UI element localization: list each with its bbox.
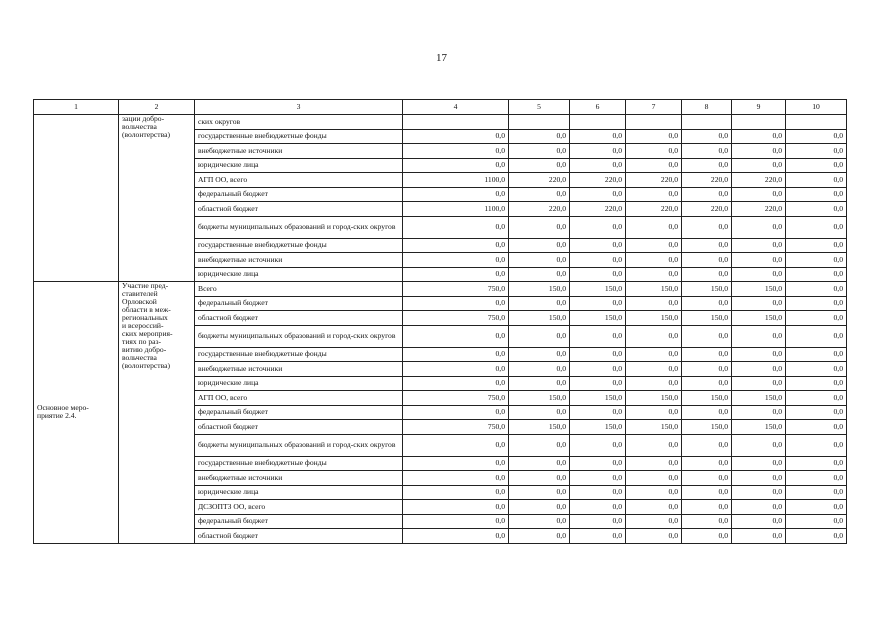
value-cell: 0,0 <box>732 158 786 173</box>
value-cell: 0,0 <box>570 216 626 238</box>
value-cell: 150,0 <box>570 420 626 435</box>
header-cell: 1 <box>34 100 119 115</box>
source-label: Всего <box>195 282 403 297</box>
value-cell: 150,0 <box>509 420 570 435</box>
value-cell: 0,0 <box>786 296 847 311</box>
value-cell: 150,0 <box>626 420 682 435</box>
value-cell: 150,0 <box>509 282 570 297</box>
header-cell: 10 <box>786 100 847 115</box>
value-cell: 150,0 <box>570 391 626 406</box>
value-cell: 0,0 <box>509 471 570 486</box>
value-cell: 0,0 <box>626 296 682 311</box>
value-cell: 0,0 <box>732 267 786 282</box>
value-cell: 0,0 <box>509 485 570 500</box>
value-cell: 150,0 <box>682 391 732 406</box>
value-cell: 0,0 <box>626 347 682 362</box>
value-cell: 0,0 <box>786 376 847 391</box>
value-cell: 0,0 <box>403 347 509 362</box>
value-cell: 150,0 <box>509 311 570 326</box>
value-cell: 1100,0 <box>403 173 509 188</box>
value-cell: 0,0 <box>626 253 682 268</box>
header-cell: 6 <box>570 100 626 115</box>
value-cell: 0,0 <box>403 500 509 515</box>
value-cell: 0,0 <box>509 456 570 471</box>
header-cell: 4 <box>403 100 509 115</box>
header-cell: 9 <box>732 100 786 115</box>
value-cell: 0,0 <box>786 514 847 529</box>
value-cell: 0,0 <box>732 376 786 391</box>
value-cell: 0,0 <box>509 187 570 202</box>
value-cell: 0,0 <box>786 173 847 188</box>
value-cell: 150,0 <box>732 391 786 406</box>
value-cell: 0,0 <box>626 158 682 173</box>
value-cell: 0,0 <box>732 325 786 347</box>
header-row <box>34 100 847 115</box>
value-cell: 0,0 <box>509 529 570 544</box>
source-label: юридические лица <box>195 376 403 391</box>
value-cell: 0,0 <box>732 405 786 420</box>
value-cell: 150,0 <box>682 282 732 297</box>
value-cell: 220,0 <box>732 173 786 188</box>
source-label: областной бюджет <box>195 529 403 544</box>
source-label: юридические лица <box>195 485 403 500</box>
value-cell: 750,0 <box>403 420 509 435</box>
value-cell: 750,0 <box>403 282 509 297</box>
value-cell: 220,0 <box>682 202 732 217</box>
value-cell: 0,0 <box>682 529 732 544</box>
source-label: областной бюджет <box>195 420 403 435</box>
value-cell: 0,0 <box>786 434 847 456</box>
source-label: областной бюджет <box>195 311 403 326</box>
value-cell: 0,0 <box>682 187 732 202</box>
value-cell: 0,0 <box>509 216 570 238</box>
value-cell: 0,0 <box>786 405 847 420</box>
source-label: государственные внебюджетные фонды <box>195 456 403 471</box>
value-cell: 0,0 <box>786 311 847 326</box>
value-cell: 0,0 <box>786 238 847 253</box>
value-cell: 0,0 <box>570 485 626 500</box>
value-cell: 0,0 <box>570 158 626 173</box>
value-cell: 0,0 <box>732 456 786 471</box>
value-cell: 0,0 <box>570 267 626 282</box>
value-cell: 0,0 <box>403 216 509 238</box>
value-cell <box>682 115 732 130</box>
value-cell: 0,0 <box>682 129 732 144</box>
value-cell: 0,0 <box>626 529 682 544</box>
source-label: АГП ОО, всего <box>195 391 403 406</box>
value-cell: 0,0 <box>626 514 682 529</box>
value-cell: 220,0 <box>682 173 732 188</box>
source-label: бюджеты муниципальных образований и город-ских округов <box>195 325 403 347</box>
value-cell: 0,0 <box>786 529 847 544</box>
value-cell <box>509 115 570 130</box>
value-cell: 0,0 <box>732 347 786 362</box>
table-row <box>34 115 847 130</box>
value-cell: 0,0 <box>403 253 509 268</box>
value-cell: 150,0 <box>732 420 786 435</box>
value-cell: 0,0 <box>732 529 786 544</box>
value-cell: 0,0 <box>786 471 847 486</box>
value-cell: 0,0 <box>626 267 682 282</box>
value-cell <box>570 115 626 130</box>
value-cell: 0,0 <box>570 238 626 253</box>
source-label: внебюджетные источники <box>195 253 403 268</box>
value-cell: 0,0 <box>403 325 509 347</box>
value-cell: 0,0 <box>570 376 626 391</box>
value-cell: 0,0 <box>570 253 626 268</box>
value-cell: 220,0 <box>570 173 626 188</box>
value-cell: 0,0 <box>509 500 570 515</box>
source-label: государственные внебюджетные фонды <box>195 347 403 362</box>
value-cell: 0,0 <box>509 514 570 529</box>
value-cell: 0,0 <box>786 202 847 217</box>
value-cell: 0,0 <box>626 187 682 202</box>
measure-cell: Основное меро- приятие 2.4. <box>34 282 119 544</box>
value-cell: 0,0 <box>403 267 509 282</box>
value-cell: 0,0 <box>732 514 786 529</box>
value-cell: 0,0 <box>732 434 786 456</box>
value-cell: 0,0 <box>626 144 682 159</box>
value-cell: 150,0 <box>732 311 786 326</box>
value-cell: 150,0 <box>682 420 732 435</box>
value-cell: 0,0 <box>626 471 682 486</box>
value-cell: 0,0 <box>403 471 509 486</box>
value-cell: 150,0 <box>626 391 682 406</box>
value-cell: 0,0 <box>509 267 570 282</box>
activity-cell: Участие пред- ставителей Орловской области в меж- региональных и всероссий- ских мероприя- тиях по раз- витию добро- вольчества (волонтерства) <box>119 282 195 544</box>
value-cell: 0,0 <box>786 391 847 406</box>
value-cell: 0,0 <box>732 253 786 268</box>
value-cell: 0,0 <box>786 456 847 471</box>
value-cell: 0,0 <box>626 434 682 456</box>
value-cell: 0,0 <box>403 434 509 456</box>
value-cell: 0,0 <box>732 216 786 238</box>
value-cell: 150,0 <box>509 391 570 406</box>
source-label: ДСЗОПТЗ ОО, всего <box>195 500 403 515</box>
value-cell: 0,0 <box>626 129 682 144</box>
value-cell: 0,0 <box>403 144 509 159</box>
value-cell: 0,0 <box>682 296 732 311</box>
value-cell: 0,0 <box>626 325 682 347</box>
value-cell: 150,0 <box>570 282 626 297</box>
value-cell: 150,0 <box>570 311 626 326</box>
measure-cell <box>34 115 119 282</box>
value-cell: 0,0 <box>786 325 847 347</box>
value-cell: 0,0 <box>732 471 786 486</box>
value-cell: 0,0 <box>732 129 786 144</box>
value-cell: 750,0 <box>403 311 509 326</box>
value-cell: 0,0 <box>509 129 570 144</box>
source-label: федеральный бюджет <box>195 514 403 529</box>
value-cell: 0,0 <box>682 434 732 456</box>
value-cell: 0,0 <box>786 158 847 173</box>
value-cell: 0,0 <box>570 362 626 377</box>
source-label: внебюджетные источники <box>195 362 403 377</box>
value-cell: 0,0 <box>682 158 732 173</box>
value-cell: 0,0 <box>570 144 626 159</box>
value-cell: 0,0 <box>509 376 570 391</box>
table-row <box>34 282 847 297</box>
value-cell: 0,0 <box>403 238 509 253</box>
value-cell: 0,0 <box>682 347 732 362</box>
value-cell: 0,0 <box>626 485 682 500</box>
value-cell: 0,0 <box>786 129 847 144</box>
value-cell: 0,0 <box>509 238 570 253</box>
value-cell: 0,0 <box>509 362 570 377</box>
source-label: бюджеты муниципальных образований и город-ских округов <box>195 434 403 456</box>
header-cell: 2 <box>119 100 195 115</box>
value-cell: 0,0 <box>570 129 626 144</box>
value-cell: 0,0 <box>732 485 786 500</box>
value-cell: 0,0 <box>570 500 626 515</box>
value-cell: 0,0 <box>403 514 509 529</box>
source-label: государственные внебюджетные фонды <box>195 129 403 144</box>
value-cell: 0,0 <box>509 253 570 268</box>
value-cell: 0,0 <box>403 296 509 311</box>
value-cell: 150,0 <box>682 311 732 326</box>
value-cell: 0,0 <box>570 434 626 456</box>
value-cell: 0,0 <box>626 376 682 391</box>
value-cell: 0,0 <box>732 187 786 202</box>
value-cell <box>403 115 509 130</box>
value-cell: 0,0 <box>626 500 682 515</box>
budget-table <box>33 99 847 544</box>
source-label: федеральный бюджет <box>195 296 403 311</box>
value-cell: 0,0 <box>403 129 509 144</box>
activity-cell: зации добро- вольчества (волонтерства) <box>119 115 195 282</box>
value-cell: 0,0 <box>682 514 732 529</box>
value-cell: 0,0 <box>403 187 509 202</box>
value-cell: 0,0 <box>570 471 626 486</box>
value-cell: 0,0 <box>682 376 732 391</box>
value-cell: 0,0 <box>732 238 786 253</box>
value-cell: 0,0 <box>509 405 570 420</box>
value-cell: 150,0 <box>626 282 682 297</box>
value-cell: 0,0 <box>786 282 847 297</box>
value-cell: 0,0 <box>626 405 682 420</box>
value-cell: 150,0 <box>732 282 786 297</box>
value-cell: 220,0 <box>732 202 786 217</box>
value-cell: 0,0 <box>682 405 732 420</box>
value-cell: 0,0 <box>626 238 682 253</box>
value-cell: 220,0 <box>509 173 570 188</box>
value-cell: 0,0 <box>509 144 570 159</box>
source-label: областной бюджет <box>195 202 403 217</box>
value-cell <box>626 115 682 130</box>
value-cell: 0,0 <box>403 405 509 420</box>
value-cell: 0,0 <box>786 144 847 159</box>
source-label: внебюджетные источники <box>195 471 403 486</box>
value-cell: 0,0 <box>732 144 786 159</box>
value-cell: 0,0 <box>626 456 682 471</box>
value-cell: 0,0 <box>403 158 509 173</box>
value-cell: 0,0 <box>786 485 847 500</box>
value-cell: 0,0 <box>682 325 732 347</box>
value-cell: 0,0 <box>403 485 509 500</box>
table-body <box>34 115 847 544</box>
value-cell: 0,0 <box>682 362 732 377</box>
value-cell: 0,0 <box>732 500 786 515</box>
value-cell: 0,0 <box>682 253 732 268</box>
value-cell: 1100,0 <box>403 202 509 217</box>
value-cell: 150,0 <box>626 311 682 326</box>
value-cell: 0,0 <box>570 296 626 311</box>
value-cell: 0,0 <box>786 420 847 435</box>
value-cell: 0,0 <box>786 500 847 515</box>
value-cell: 0,0 <box>403 456 509 471</box>
value-cell: 0,0 <box>626 216 682 238</box>
value-cell: 0,0 <box>682 485 732 500</box>
value-cell: 0,0 <box>786 267 847 282</box>
value-cell: 0,0 <box>732 362 786 377</box>
header-cell: 7 <box>626 100 682 115</box>
value-cell: 750,0 <box>403 391 509 406</box>
value-cell <box>732 115 786 130</box>
value-cell: 0,0 <box>403 376 509 391</box>
value-cell: 220,0 <box>570 202 626 217</box>
value-cell: 0,0 <box>570 529 626 544</box>
value-cell: 0,0 <box>509 158 570 173</box>
value-cell: 0,0 <box>570 187 626 202</box>
value-cell: 0,0 <box>570 325 626 347</box>
value-cell: 0,0 <box>732 296 786 311</box>
value-cell: 0,0 <box>570 347 626 362</box>
value-cell: 0,0 <box>682 216 732 238</box>
value-cell: 0,0 <box>570 405 626 420</box>
value-cell: 220,0 <box>626 173 682 188</box>
source-label: юридические лица <box>195 158 403 173</box>
value-cell: 220,0 <box>509 202 570 217</box>
value-cell: 0,0 <box>682 500 732 515</box>
value-cell: 0,0 <box>786 216 847 238</box>
value-cell: 0,0 <box>403 529 509 544</box>
source-label: бюджеты муниципальных образований и город-ских округов <box>195 216 403 238</box>
value-cell <box>786 115 847 130</box>
value-cell: 0,0 <box>786 187 847 202</box>
source-label: федеральный бюджет <box>195 187 403 202</box>
value-cell: 0,0 <box>509 434 570 456</box>
source-label: юридические лица <box>195 267 403 282</box>
value-cell: 0,0 <box>786 362 847 377</box>
value-cell: 0,0 <box>509 325 570 347</box>
value-cell: 0,0 <box>786 253 847 268</box>
source-label: федеральный бюджет <box>195 405 403 420</box>
value-cell: 0,0 <box>626 362 682 377</box>
value-cell: 0,0 <box>509 296 570 311</box>
value-cell: 220,0 <box>626 202 682 217</box>
value-cell: 0,0 <box>786 347 847 362</box>
value-cell: 0,0 <box>682 471 732 486</box>
value-cell: 0,0 <box>682 267 732 282</box>
source-label: государственные внебюджетные фонды <box>195 238 403 253</box>
value-cell: 0,0 <box>509 347 570 362</box>
header-cell: 3 <box>195 100 403 115</box>
value-cell: 0,0 <box>682 238 732 253</box>
source-label: АГП ОО, всего <box>195 173 403 188</box>
source-label: ских округов <box>195 115 403 130</box>
header-cell: 8 <box>682 100 732 115</box>
value-cell: 0,0 <box>570 456 626 471</box>
value-cell: 0,0 <box>682 456 732 471</box>
source-label: внебюджетные источники <box>195 144 403 159</box>
header-cell: 5 <box>509 100 570 115</box>
value-cell: 0,0 <box>570 514 626 529</box>
page-number: 17 <box>436 52 447 64</box>
value-cell: 0,0 <box>682 144 732 159</box>
value-cell: 0,0 <box>403 362 509 377</box>
